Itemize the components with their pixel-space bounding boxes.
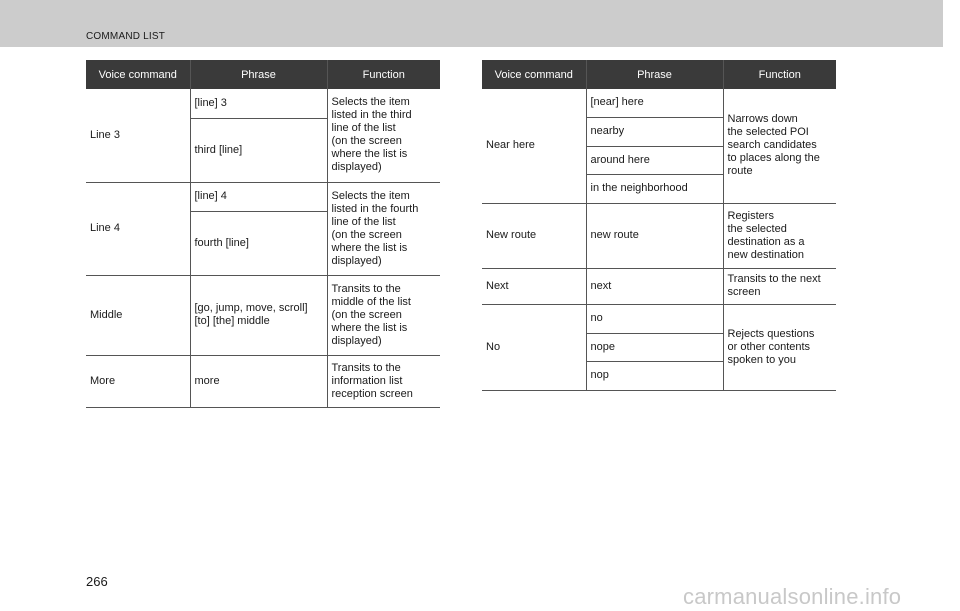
table-row <box>482 268 836 304</box>
phrase-cell: [line] 4 <box>190 182 327 211</box>
column-header-phrase: Phrase <box>190 60 327 89</box>
phrase-cell: next <box>586 268 723 304</box>
function-cell: Transits to the middle of the list (on the screen where the list is displayed) <box>327 275 440 355</box>
phrase-cell: nop <box>586 361 723 390</box>
phrase-cell: in the neighborhood <box>586 174 723 203</box>
voice-command-cell: More <box>86 355 190 407</box>
table-row <box>86 355 440 407</box>
phrase-cell: nearby <box>586 117 723 146</box>
command-table-left <box>86 60 440 408</box>
voice-command-cell: Middle <box>86 275 190 355</box>
voice-command-cell: Near here <box>482 89 586 203</box>
function-cell: Rejects questions or other contents spoken to you <box>723 304 836 390</box>
phrase-cell: [line] 3 <box>190 89 327 118</box>
function-cell: Selects the item listed in the third line of the list (on the screen where the list is displayed) <box>327 89 440 182</box>
column-header-phrase: Phrase <box>586 60 723 89</box>
header-bar <box>0 0 943 47</box>
phrase-cell: fourth [line] <box>190 211 327 275</box>
phrase-cell: new route <box>586 203 723 268</box>
column-header-voice-command: Voice command <box>86 60 190 89</box>
section-title: COMMAND LIST <box>86 31 166 42</box>
phrase-cell: no <box>586 304 723 333</box>
table-header-row <box>482 60 836 89</box>
voice-command-cell: No <box>482 304 586 390</box>
function-cell: Narrows down the selected POI search candidates to places along the route <box>723 89 836 203</box>
table-row <box>86 89 440 118</box>
voice-command-cell: Line 3 <box>86 89 190 182</box>
command-table-right <box>482 60 836 391</box>
phrase-cell: [go, jump, move, scroll] [to] [the] middle <box>190 275 327 355</box>
table-row <box>86 275 440 355</box>
table-row <box>482 304 836 333</box>
column-header-voice-command: Voice command <box>482 60 586 89</box>
function-cell: Registers the selected destination as a new destination <box>723 203 836 268</box>
voice-command-cell: Line 4 <box>86 182 190 275</box>
column-header-function: Function <box>327 60 440 89</box>
phrase-cell: around here <box>586 146 723 174</box>
phrase-cell: third [line] <box>190 118 327 182</box>
watermark: carmanualsonline.info <box>683 584 902 609</box>
phrase-cell: nope <box>586 333 723 361</box>
function-cell: Transits to the next screen <box>723 268 836 304</box>
page-number: 266 <box>86 574 108 589</box>
table-row <box>482 203 836 268</box>
phrase-cell: more <box>190 355 327 407</box>
voice-command-cell: Next <box>482 268 586 304</box>
column-header-function: Function <box>723 60 836 89</box>
phrase-cell: [near] here <box>586 89 723 117</box>
table-row <box>482 89 836 117</box>
function-cell: Selects the item listed in the fourth line of the list (on the screen where the list is displayed) <box>327 182 440 275</box>
function-cell: Transits to the information list reception screen <box>327 355 440 407</box>
table-row <box>86 182 440 211</box>
voice-command-cell: New route <box>482 203 586 268</box>
table-header-row <box>86 60 440 89</box>
